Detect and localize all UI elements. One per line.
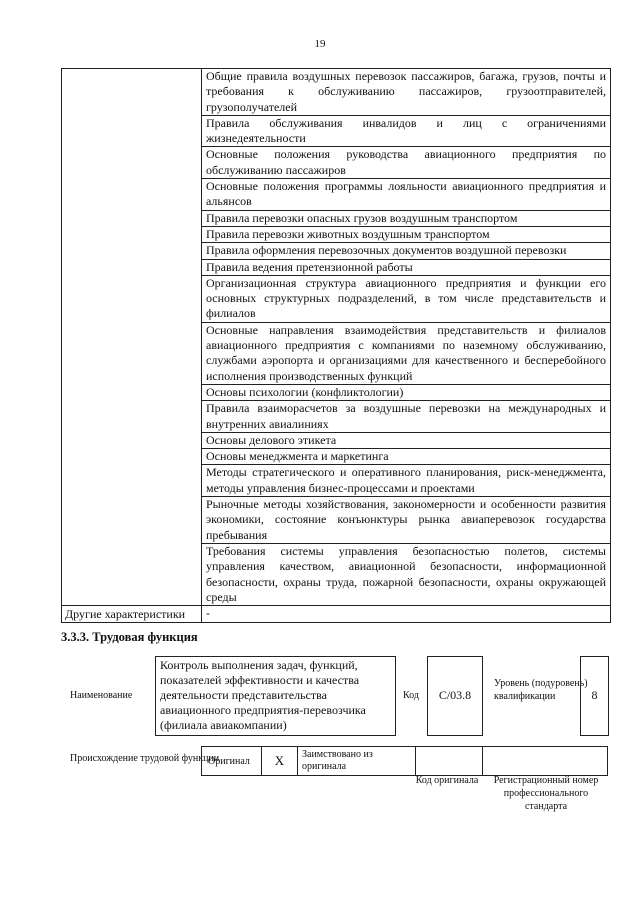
registration-number-cell — [483, 747, 607, 775]
original-code-caption: Код оригинала — [415, 775, 479, 786]
knowledge-item: Основные направления взаимодействия представительств и филиалов авиационного предприятия с компаниями по наземному обслуживанию, службами аэропорта и организациями для качественного и бесперебойного исполнения производственных функций — [202, 322, 610, 384]
other-value: - — [206, 606, 210, 621]
knowledge-item: Общие правила воздушных перевозок пассажиров, багажа, грузов, почты и требования к обслуживанию пассажиров, грузоотправителей, грузополучателей — [206, 69, 606, 114]
borrowed-label-cell: Заимствовано из оригинала — [298, 747, 416, 775]
knowledge-list — [202, 69, 610, 605]
knowledge-item: Правила взаиморасчетов за воздушные перевозки на международных и внутренних авиалиниях — [202, 400, 610, 432]
knowledge-item: Основы делового этикета — [202, 432, 610, 448]
level-label: Уровень (подуровень) квалификации — [494, 678, 588, 702]
origin-label: Происхождение трудовой функции — [70, 753, 220, 764]
page-number: 19 — [314, 38, 326, 50]
knowledge-item: Правила ведения претензионной работы — [202, 259, 610, 275]
knowledge-label-cell — [62, 69, 202, 605]
knowledge-item: Основы менеджмента и маркетинга — [202, 448, 610, 464]
function-name-box: Контроль выполнения задач, функций, показателей эффективности и качества деятельности представительства авиационного предприятия-перевозчика (филиала авиакомпании) — [155, 656, 396, 736]
code-label: Код — [403, 690, 419, 701]
requirements-table — [61, 68, 611, 623]
original-code-cell — [416, 747, 483, 775]
qualification-level-box: 8 — [580, 656, 609, 736]
knowledge-item: Требования системы управления безопасностью полетов, системы управления качеством, авиационной безопасности, информационной безопасности, охраны труда, пожарной безопасности, охраны окружающей среды — [202, 543, 610, 605]
original-mark-cell: X — [262, 747, 298, 775]
knowledge-item: Правила перевозки опасных грузов воздушным транспортом — [202, 210, 610, 226]
knowledge-item: Рыночные методы хозяйствования, закономерности и особенности развития экономики, состояние конъюнктуры рынка авиаперевозок государства пребывания — [202, 496, 610, 543]
original-label-cell: Оригинал — [202, 747, 262, 775]
knowledge-item: Организационная структура авиационного предприятия и функции его основных структурных подразделений, в том числе представительств и филиалов — [202, 275, 610, 322]
other-row — [62, 605, 610, 622]
knowledge-item: Основы психологии (конфликтологии) — [202, 384, 610, 400]
knowledge-item: Правила обслуживания инвалидов и лиц с ограничениями жизнедеятельности — [202, 115, 610, 147]
origin-table — [201, 746, 608, 776]
knowledge-item: Основные положения руководства авиационного предприятия по обслуживанию пассажиров — [202, 146, 610, 178]
function-code-box: C/03.8 — [427, 656, 483, 736]
other-label: Другие характеристики — [62, 606, 202, 622]
knowledge-item: Правила перевозки животных воздушным транспортом — [202, 226, 610, 242]
knowledge-row — [62, 69, 610, 605]
section-heading: 3.3.3. Трудовая функция — [61, 630, 198, 644]
registration-number-caption: Регистрационный номер профессионального стандарта — [493, 775, 599, 812]
knowledge-item: Методы стратегического и оперативного планирования, риск-менеджмента, методы управления бизнес-процессами и проектами — [202, 464, 610, 496]
knowledge-item: Правила оформления перевозочных документов воздушной перевозки — [202, 242, 610, 258]
name-label: Наименование — [70, 690, 133, 701]
knowledge-item: Основные положения программы лояльности авиационного предприятия и альянсов — [202, 178, 610, 210]
